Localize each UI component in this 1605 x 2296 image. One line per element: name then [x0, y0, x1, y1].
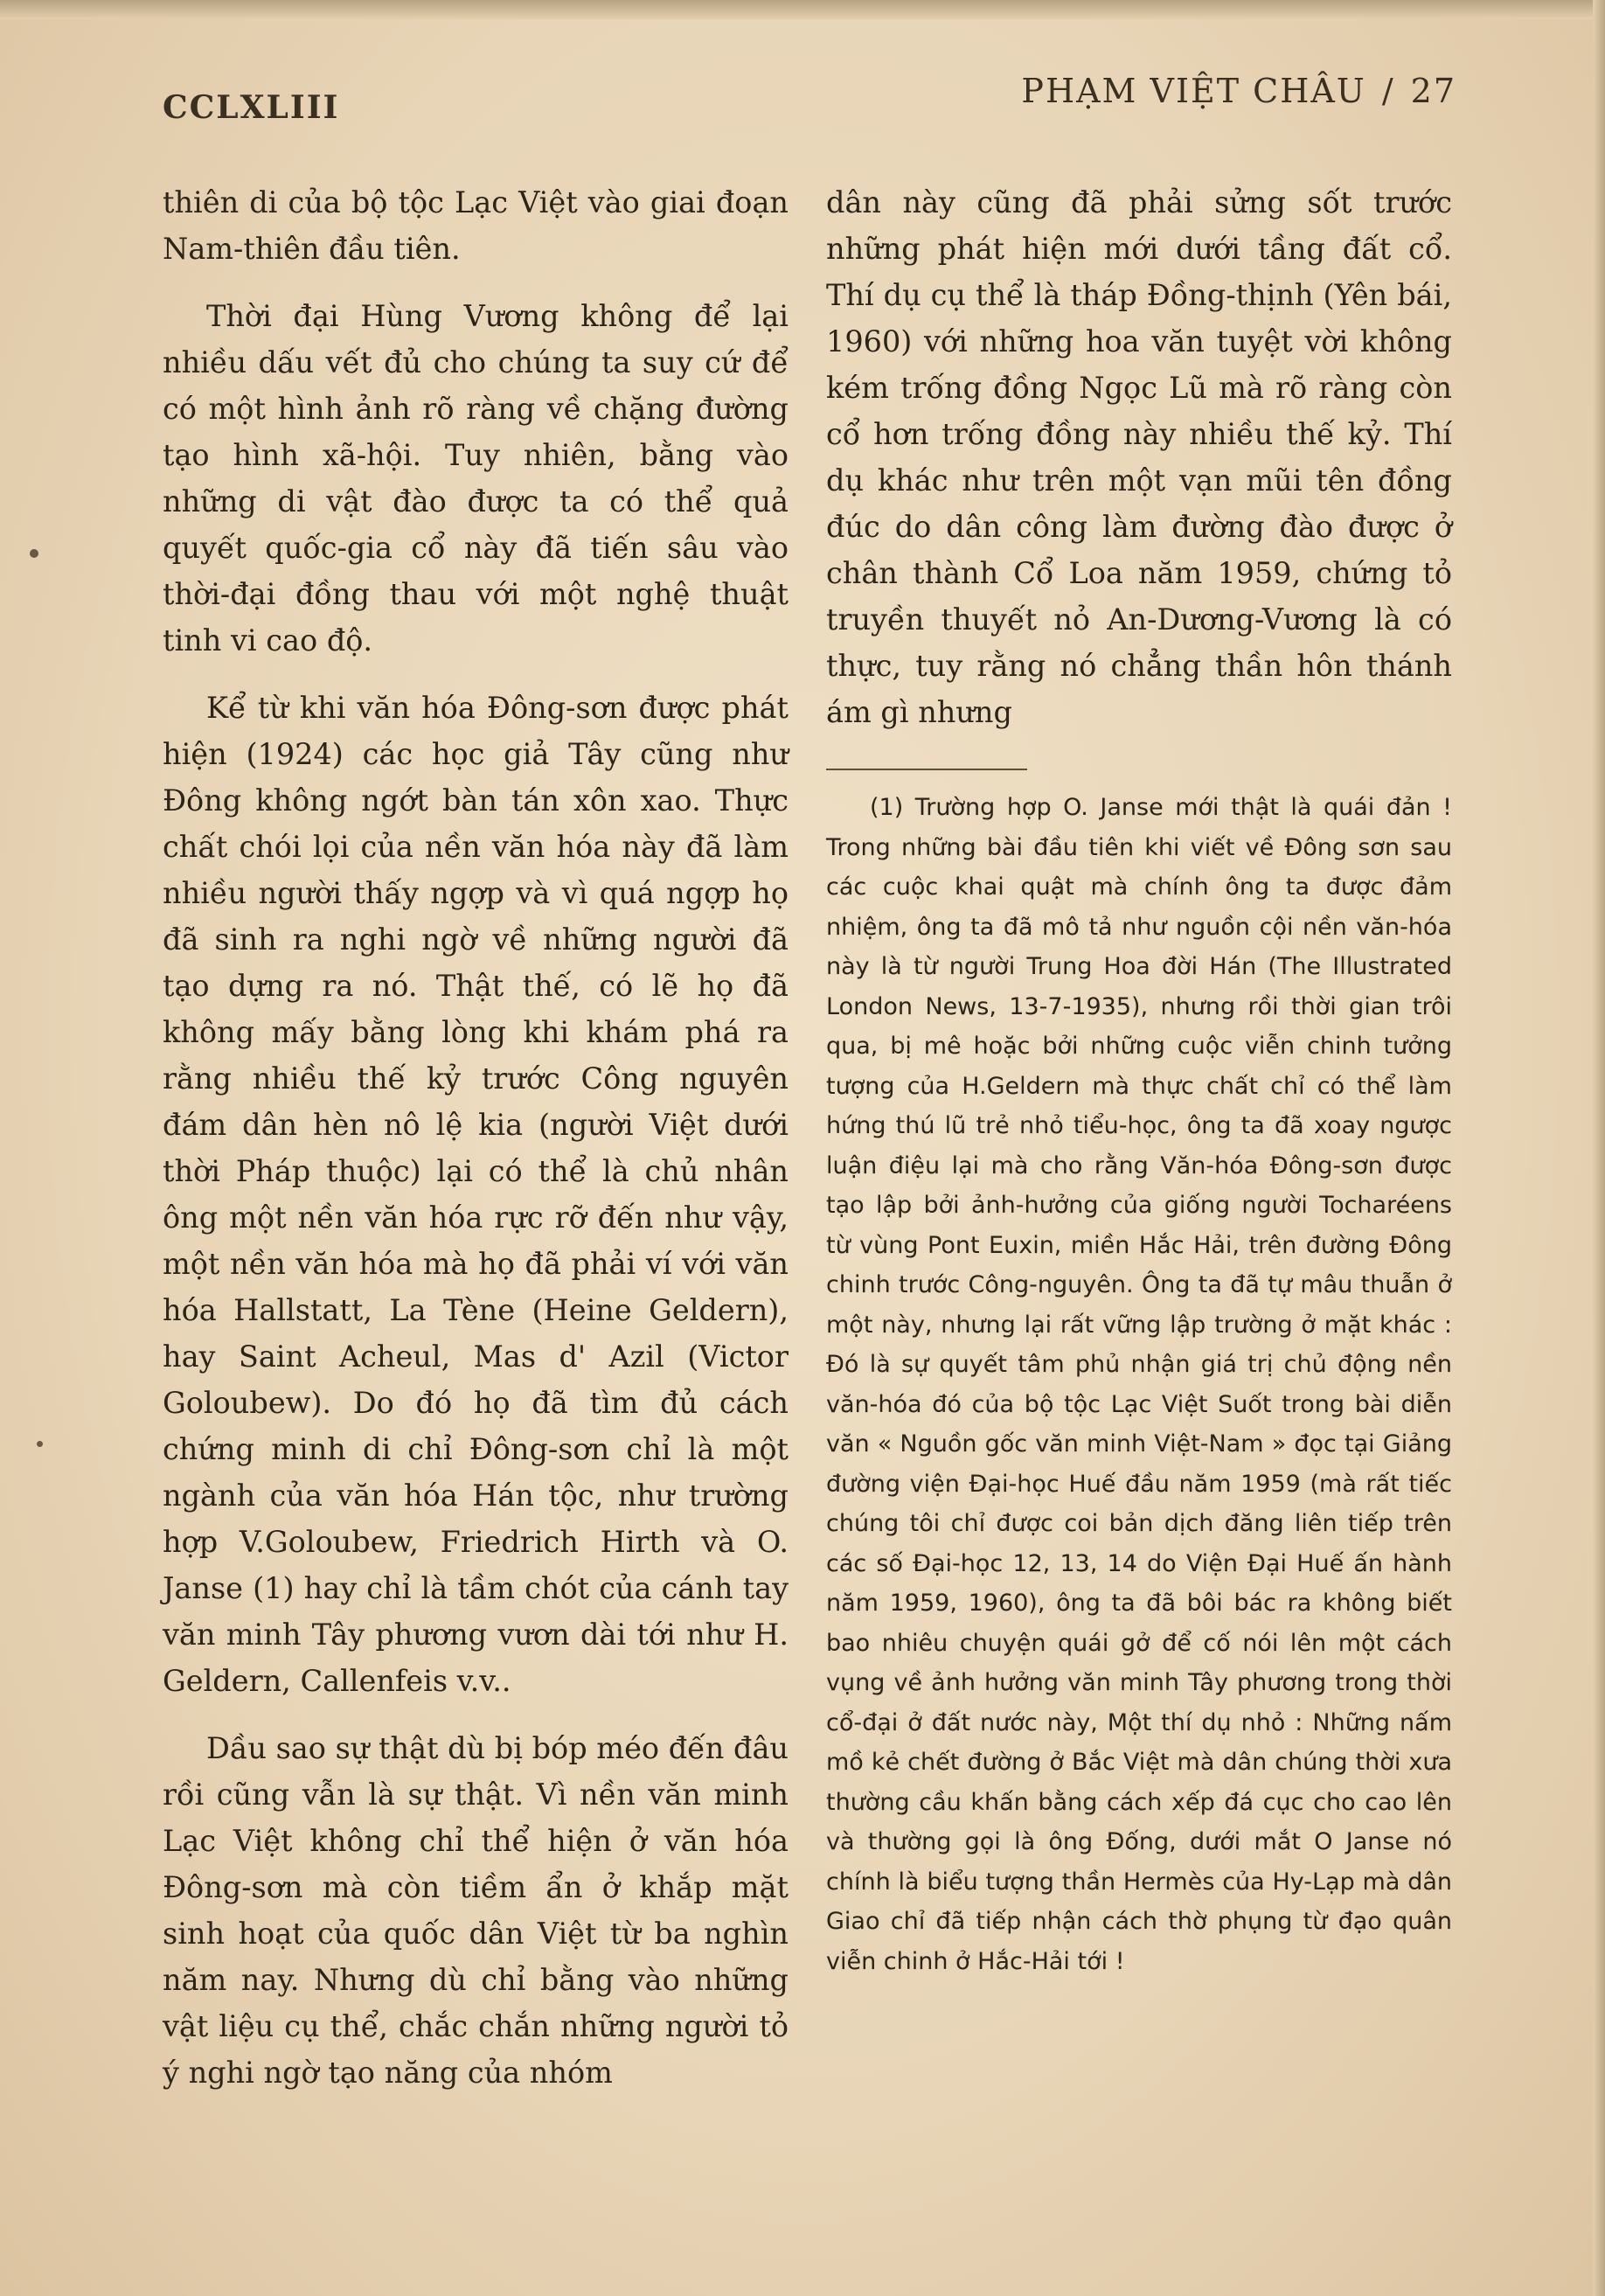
running-header	[1021, 72, 1456, 110]
page-number: 27	[1410, 72, 1456, 110]
paragraph: thiên di của bộ tộc Lạc Việt vào giai đoạn Nam-thiên đầu tiên.	[163, 185, 789, 266]
paragraph: dân này cũng đã phải sửng sốt trước những phát hiện mới dưới tầng đất cổ. Thí dụ cụ thể là tháp Đồng-thịnh (Yên bái, 1960) với những hoa văn tuyệt vời không kém trống đồng Ngọc Lũ mà rõ ràng còn cổ hơn trống đồng này nhiều thế kỷ. Thí dụ khác như trên một vạn mũi tên đồng đúc do dân công làm đường đào được ở chân thành Cổ Loa năm 1959, chứng tỏ truyền thuyết nỏ An-Dương-Vương là có thực, tuy rằng nó chẳng thần hôn thánh ám gì nhưng	[826, 185, 1452, 729]
page-top-edge	[0, 0, 1605, 19]
author-name: PHẠM VIỆT CHÂU	[1021, 72, 1366, 110]
margin-speck	[30, 549, 38, 558]
margin-speck	[37, 1441, 43, 1447]
paragraph: Kể từ khi văn hóa Đông-sơn được phát hiện (1924) các học giả Tây cũng như Đông không ngớt bàn tán xôn xao. Thực chất chói lọi của nền văn hóa này đã làm nhiều người thấy ngợp và vì quá ngợp họ đã sinh ra nghi ngờ về những người đã tạo dựng ra nó. Thật thế, có lẽ họ đã không mấy bằng lòng khi khám phá ra rằng nhiều thế kỷ trước Công nguyên đám dân hèn nô lệ kia (người Việt dưới thời Pháp thuộc) lại có thể là chủ nhân ông một nền văn hóa rực rỡ đến như vậy, một nền văn hóa mà họ đã phải ví với văn hóa Hallstatt, La Tène (Heine Geldern), hay Saint Acheul, Mas d' Azil (Victor Goloubew). Do đó họ đã tìm đủ cách chứng minh di chỉ Đông-sơn chỉ là một ngành của văn hóa Hán tộc, như trường hợp V.Goloubew, Friedrich Hirth và O. Janse (1) hay chỉ là tầm chót của cánh tay văn minh Tây phương vươn dài tới như H. Geldern, Callenfeis v.v..	[163, 691, 789, 1698]
footnote-divider	[826, 769, 1027, 770]
page-right-edge	[1593, 0, 1605, 2296]
volume-number: CCLXLIII	[163, 89, 340, 126]
left-column	[163, 179, 789, 2096]
header-separator: /	[1381, 72, 1395, 110]
paragraph: Thời đại Hùng Vương không để lại nhiều dấu vết đủ cho chúng ta suy cứ để có một hình ảnh rõ ràng về chặng đường tạo hình xã-hội. Tuy nhiên, bằng vào những di vật đào được ta có thể quả quyết quốc-gia cổ này đã tiến sâu vào thời-đại đồng thau với một nghệ thuật tinh vi cao độ.	[163, 299, 789, 657]
right-column	[826, 179, 1452, 1981]
footnote: (1) Trường hợp O. Janse mới thật là quái đản ! Trong những bài đầu tiên khi viết về Đông sơn sau các cuộc khai quật mà chính ông ta được đảm nhiệm, ông ta đã mô tả như nguồn cội nền văn-hóa này là từ người Trung Hoa đời Hán (The Illustrated London News, 13-7-1935), nhưng rồi thời gian trôi qua, bị mê hoặc bởi những cuộc viễn chinh tưởng tượng của H.Geldern mà thực chất chỉ có thể làm hứng thú lũ trẻ nhỏ tiểu-học, ông ta đã xoay ngược luận điệu lại mà cho rằng Văn-hóa Đông-sơn được tạo lập bởi ảnh-hưởng của giống người Tocharéens từ vùng Pont Euxin, miền Hắc Hải, trên đường Đông chinh trước Công-nguyên. Ông ta đã tự mâu thuẫn ở một này, nhưng lại rất vững lập trường ở mặt khác : Đó là sự quyết tâm phủ nhận giá trị chủ động nền văn-hóa đó của bộ tộc Lạc Việt Suốt trong bài diễn văn « Nguồn gốc văn minh Việt-Nam » đọc tại Giảng đường viện Đại-học Huế đầu năm 1959 (mà rất tiếc chúng tôi chỉ được coi bản dịch đăng liên tiếp trên các số Đại-học 12, 13, 14 do Viện Đại Huế ấn hành năm 1959, 1960), ông ta đã bôi bác ra không biết bao nhiêu chuyện quái gở để cố nói lên một cách vụng về ảnh hưởng văn minh Tây phương trong thời cổ-đại ở đất nước này, Một thí dụ nhỏ : Những nấm mồ kẻ chết đường ở Bắc Việt mà dân chúng thời xưa thường cầu khấn bằng cách xếp đá cục cho cao lên và thường gọi là ông Đống, dưới mắt O Janse nó chính là biểu tượng thần Hermès của Hy-Lạp mà dân Giao chỉ đã tiếp nhận cách thờ phụng từ đạo quân viễn chinh ở Hắc-Hải tới !	[826, 794, 1452, 1975]
paragraph: Dầu sao sự thật dù bị bóp méo đến đâu rồi cũng vẫn là sự thật. Vì nền văn minh Lạc Việt không chỉ thể hiện ở văn hóa Đông-sơn mà còn tiềm ẩn ở khắp mặt sinh hoạt của quốc dân Việt từ ba nghìn năm nay. Nhưng dù chỉ bằng vào những vật liệu cụ thể, chắc chắn những người tỏ ý nghi ngờ tạo năng của nhóm	[163, 1731, 789, 2090]
